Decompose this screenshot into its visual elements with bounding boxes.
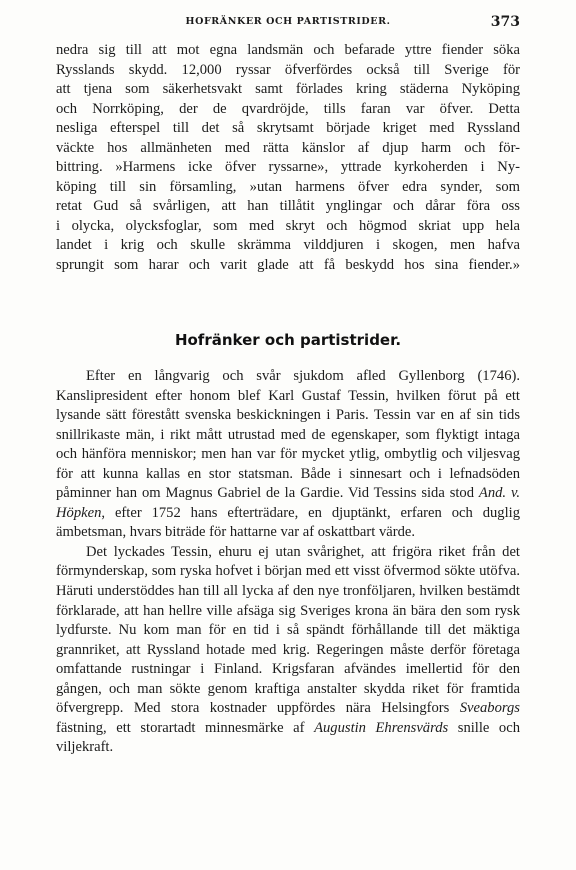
paragraph [56,543,520,758]
section-body [56,367,520,758]
paragraph-text: , efter 1752 hans efterträdare, en djuptänkt, erfaren och duglig ämbetsman, hvars biträde för hattarne var af oskattbart värde. [56,504,520,541]
paragraph-text: snille och viljekraft. [56,719,521,756]
text-line: nesliga efterspel till det så skrytsamt började kriget med Ryssland [56,120,520,137]
running-head [56,14,520,34]
text-line: bittring. »Harmens icke öfver ryssarne», yttrade kyrkoherden i Ny- [56,159,520,176]
person-name: And. v. Höpken [56,485,521,521]
paragraph-text: fästning, ett storartadt minnesmärke af [56,719,315,736]
top-paragraph [56,41,520,276]
text-line: landet i krig och skulle skrämma vilddjuren i skogen, men hafva [56,237,520,254]
text-line: och Norrköping, der de qvardröjde, tills faran var öfver. Detta [56,100,520,117]
text-line: i olycka, olycksfoglar, som med skryt och högmod skriat upp hela [56,217,520,234]
text-line: nedra sig till att mot egna landsmän och befarade yttre fiender söka [56,42,520,58]
text-line: väckte hos allmänheten med rätta känslor af djup harm och för- [56,139,520,156]
person-name: Augustin Ehrensvärds [314,719,449,736]
paragraph-text: Det lyckades Tessin, ehuru ej utan svårighet, att frigöra riket från det förmynderskap, som ryska hofvet i början med ett visst öfvermod sökte utöfva. Häruti understöddes han till all lycka af den nye tronföljaren, hvilken bestämdt förklarade, att han hellre ville afsäga sig Sveriges krona än bära den som rysk lydfurste. Nu kom man för en tid i så spändt förhållande till det mäktiga grannriket, att Ryssland hotade med krig. Regeringen måste derför företaga omfattande rustningar i Finland. Krigsfaran afvändes imellertid för den gången, och man sökte genom kraftiga anstalter skydda riket för framtida öfvergrepp. Med stora kostnader uppfördes nära Helsingfors [56,543,520,717]
text-line: Rysslands skydd. 12,000 ryssar öfverfördes också till Sverige för [56,61,520,78]
text-line: sprungit som harar och varit glade att få beskydd hos sina fiender.» [56,257,520,274]
paragraph-text: Efter en långvarig och svår sjukdom afled Gyllenborg (1746). Kanslipresident efter honom blef Karl Gustaf Tessin, hvilken förut på ett lysande sätt förestått svenska beskickningen i Paris. Tessin var en af sin tids snillrikaste män, i rikt mått utrustad med de egenskaper, som flyktigt intaga och hänföra menniskor; men han var för mycket ytlig, ombytlig och viljesvag för att kunna kallas en stor statsman. Både i sinnesart och i lefnadsöden påminner han om Magnus Gabriel de la Gardie. Vid Tessins sida stod [56,368,520,502]
section-heading: Hofränker och partistrider. [174,331,402,349]
text-line: retat Gud så svårligen, att han tillåtit ynglingar och dårar föra oss [56,198,520,215]
text-line: köping till sin församling, »utan harmens öfver edra synder, som [56,178,520,195]
paragraph [56,367,520,543]
place-name: Sveaborgs [459,700,520,717]
running-title: HOFRÄNKER OCH PARTISTRIDER. [185,16,391,27]
page-number: 373 [490,14,520,30]
text-line: att tjena som säkerhetsvakt samt förlades kring städerna Nyköping [56,81,520,98]
